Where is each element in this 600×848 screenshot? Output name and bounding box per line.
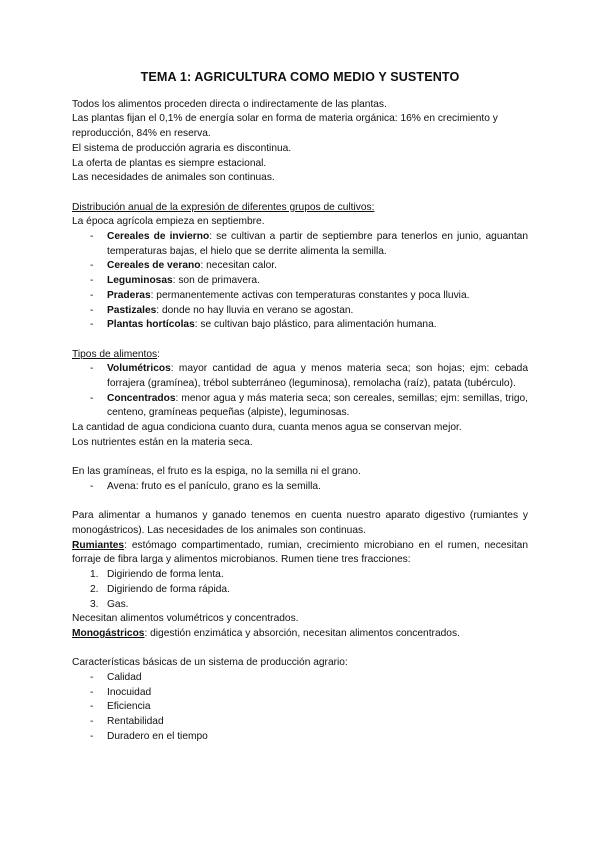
term-desc: : se cultivan bajo plástico, para alimentación humana. <box>194 319 437 331</box>
term-desc: : digestión enzimática y absorción, necesitan alimentos concentrados. <box>144 627 460 639</box>
crop-list <box>72 230 528 333</box>
list-number: 3. <box>90 598 99 610</box>
food-type-list <box>72 362 528 421</box>
term: Cereales de verano <box>107 260 201 272</box>
intro-line: Las necesidades de animales son continuas. <box>72 172 275 184</box>
tipos-section <box>72 348 528 451</box>
body-line: Los nutrientes están en la materia seca. <box>72 436 253 448</box>
gramineas-section <box>72 465 528 494</box>
list-item <box>72 318 528 333</box>
body-line: Necesitan alimentos volumétricos y concentrados. <box>72 613 299 625</box>
bullet: - <box>90 701 94 713</box>
fracciones-list <box>72 568 528 612</box>
term: Volumétricos <box>107 363 171 375</box>
term: Concentrados <box>107 392 176 404</box>
bullet: - <box>90 672 94 684</box>
distribucion-section <box>72 201 528 333</box>
list-item <box>72 362 528 391</box>
list-item <box>72 289 528 304</box>
intro-section <box>72 98 528 186</box>
bullet: - <box>90 392 94 404</box>
body-line: En las gramíneas, el fruto es la espiga, no la semilla ni el grano. <box>72 466 361 478</box>
intro-line: La oferta de plantas es siempre estacional. <box>72 157 267 169</box>
list-item: 1. Digiriendo de forma lenta. <box>72 568 528 583</box>
term: Monogástricos <box>72 627 145 639</box>
list-item: 2. Digiriendo de forma rápida. <box>72 583 528 598</box>
bullet: - <box>90 289 94 301</box>
term-desc: : permanentemente activas con temperaturas constantes y poca lluvia. <box>150 289 470 301</box>
bullet: - <box>90 686 94 698</box>
bullet: - <box>90 260 94 272</box>
monogastricos-paragraph <box>72 627 528 642</box>
term: Plantas hortícolas <box>107 319 195 331</box>
section-heading: Características básicas de un sistema de producción agrario: <box>72 657 348 669</box>
term-desc: : estómago compartimentado, rumian, crecimiento microbiano en el rumen, necesitan forraje de fibra larga y alimentos microbianos. Rumen tiene tres fracciones: <box>72 539 528 566</box>
list-item <box>72 392 528 421</box>
term: Pastizales <box>107 304 157 316</box>
caracteristicas-section <box>72 656 528 744</box>
bullet: - <box>90 231 94 243</box>
list-item: 3. Gas. <box>72 598 528 613</box>
list-item: - Inocuidad <box>72 686 528 701</box>
list-item: - Rentabilidad <box>72 715 528 730</box>
bullet: - <box>90 480 94 492</box>
list-item: - Eficiencia <box>72 700 528 715</box>
bullet: - <box>90 275 94 287</box>
list-item: - Calidad <box>72 671 528 686</box>
intro-line: El sistema de producción agraria es discontinua. <box>72 142 292 154</box>
bullet: - <box>90 730 94 742</box>
list-item: - Avena: fruto es el panículo, grano es la semilla. <box>72 480 528 495</box>
section-heading: Distribución anual de la expresión de diferentes grupos de cultivos: <box>72 201 375 213</box>
caracteristicas-list <box>72 671 528 745</box>
rumiantes-paragraph <box>72 539 528 568</box>
gramineas-list <box>72 480 528 495</box>
term-desc: : necesitan calor. <box>200 260 277 272</box>
list-item <box>72 230 528 259</box>
term-desc: : se cultivan a partir de septiembre para tenerlos en junio, aguantan temperaturas bajas, el hielo que se derrite alimenta la semilla. <box>107 231 528 257</box>
bullet: - <box>90 304 94 316</box>
term-desc: : donde no hay lluvia en verano se agostan. <box>156 304 354 316</box>
intro-line: Todos los alimentos proceden directa o indirectamente de las plantas. <box>72 98 387 110</box>
bullet: - <box>90 716 94 728</box>
term: Rumiantes <box>72 539 125 551</box>
bullet: - <box>90 363 94 375</box>
list-item <box>72 274 528 289</box>
list-number: 1. <box>90 569 99 581</box>
term: Leguminosas <box>107 275 173 287</box>
term: Praderas <box>107 289 151 301</box>
section-lead: La época agrícola empieza en septiembre. <box>72 216 265 228</box>
list-item <box>72 304 528 319</box>
term-desc: : son de primavera. <box>172 275 260 287</box>
list-number: 2. <box>90 583 99 595</box>
body-paragraph: Para alimentar a humanos y ganado tenemos en cuenta nuestro aparato digestivo (rumiantes y monogástricos). Las necesidades de los animales son continuas. <box>72 510 528 537</box>
document-title: TEMA 1: AGRICULTURA COMO MEDIO Y SUSTENTO <box>140 70 460 84</box>
bullet: - <box>90 319 94 331</box>
list-item: - Duradero en el tiempo <box>72 730 528 745</box>
list-item <box>72 259 528 274</box>
intro-line: Las plantas fijan el 0,1% de energía solar en forma de materia orgánica: 16% en crecimiento y reproducción, 84% en reserva. <box>72 113 498 140</box>
body-line: La cantidad de agua condiciona cuanto dura, cuanta menos agua se conservan mejor. <box>72 422 462 434</box>
term: Cereales de invierno <box>107 231 210 243</box>
term-desc: : mayor cantidad de agua y menos materia seca; son hojas; ejm: cebada forrajera (gramínea), trébol subterráneo (leguminosa), remolacha (raíz), patata (tubérculo). <box>107 363 528 390</box>
term-desc: : menor agua y más materia seca; son cereales, semillas; ejm: semillas, trigo, centeno, gramíneas pequeñas (alpiste), leguminosas. <box>107 392 528 419</box>
alimentar-section <box>72 509 528 641</box>
section-heading: Tipos de alimentos: <box>72 348 160 360</box>
